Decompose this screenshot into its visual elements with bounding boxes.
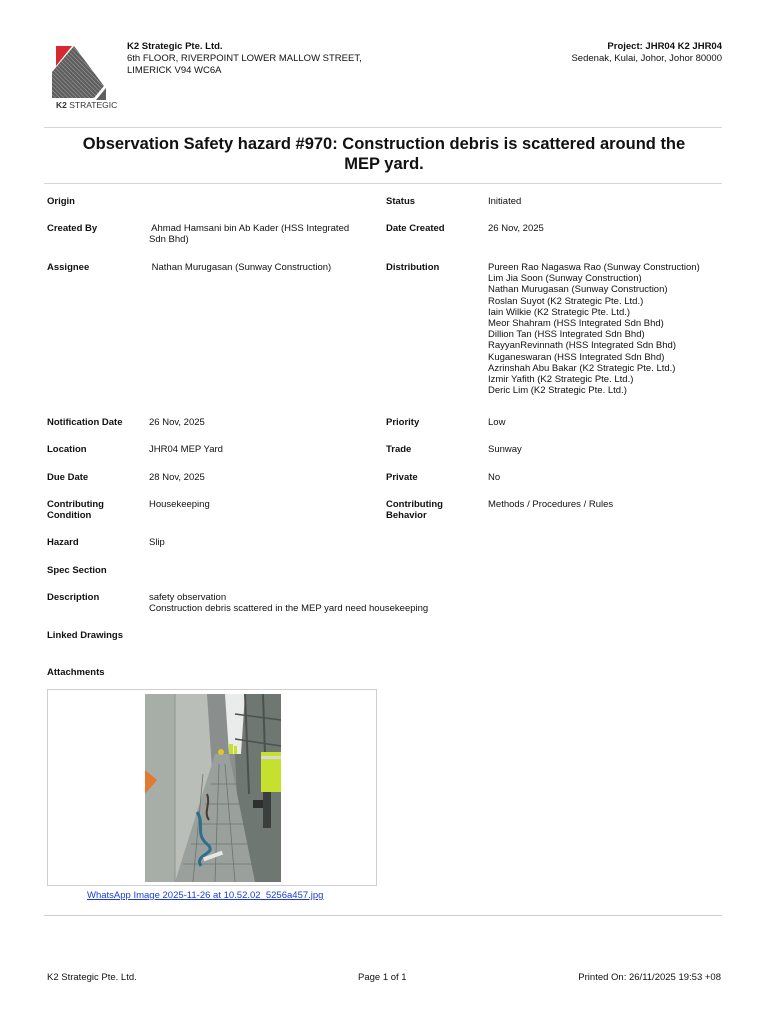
description-label: Description (47, 592, 100, 603)
assignee-label: Assignee (47, 262, 90, 273)
due-date-label: Due Date (47, 472, 89, 483)
title-divider (44, 183, 722, 184)
company-address-line-1: 6th FLOOR, RIVERPOINT LOWER MALLOW STREET, (127, 52, 362, 64)
attachment-filename-link[interactable]: WhatsApp Image 2025-11-26 at 10.52.02_5256a457.jpg (87, 890, 324, 901)
trade-value: Sunway (488, 444, 522, 455)
contributing-condition-value: Housekeeping (149, 499, 210, 510)
title-line-1: Observation Safety hazard #970: Construction debris is scattered around the (82, 135, 686, 153)
attachments-label: Attachments (47, 667, 105, 678)
description-value-line-2: Construction debris scattered in the MEP yard need housekeeping (149, 603, 429, 615)
distribution-item: Izmir Yafith (K2 Strategic Pte. Ltd.) (488, 374, 634, 386)
attachment-frame (47, 689, 377, 886)
company-address-line-2: LIMERICK V94 WC6A (127, 64, 222, 76)
logo-wordmark: K2 STRATEGIC (56, 100, 118, 110)
footer-printed-on: Printed On: 26/11/2025 19:53 +08 (578, 972, 721, 983)
origin-label: Origin (47, 196, 75, 207)
spec-section-label: Spec Section (47, 565, 107, 576)
location-label: Location (47, 444, 87, 455)
company-name: K2 Strategic Pte. Ltd. (127, 41, 223, 52)
attachment-photo-thumbnail[interactable] (145, 694, 281, 882)
contributing-condition-label (47, 499, 133, 521)
footer-page-number: Page 1 of 1 (358, 972, 407, 983)
distribution-item: Kuganeswaran (HSS Integrated Sdn Bhd) (488, 351, 665, 363)
distribution-item: Roslan Suyot (K2 Strategic Pte. Ltd.) (488, 295, 644, 307)
contributing-condition-label-line-1: Contributing (47, 499, 104, 510)
date-created-value: 26 Nov, 2025 (488, 223, 544, 234)
priority-label: Priority (386, 417, 420, 428)
distribution-item: Deric Lim (K2 Strategic Pte. Ltd.) (488, 385, 627, 397)
distribution-item: Dillion Tan (HSS Integrated Sdn Bhd) (488, 329, 645, 341)
header-divider (44, 127, 722, 128)
created-by-value-line-1: Ahmad Hamsani bin Ab Kader (HSS Integrated (149, 223, 350, 234)
status-label: Status (386, 196, 416, 207)
project-address: Sedenak, Kulai, Johor, Johor 80000 (571, 52, 722, 64)
description-value (149, 592, 469, 614)
distribution-item: Meor Shahram (HSS Integrated Sdn Bhd) (488, 318, 664, 330)
notification-date-value: 26 Nov, 2025 (149, 417, 205, 428)
distribution-label: Distribution (386, 262, 440, 273)
distribution-item: Iain Wilkie (K2 Strategic Pte. Ltd.) (488, 306, 631, 318)
due-date-value: 28 Nov, 2025 (149, 472, 205, 483)
date-created-label: Date Created (386, 223, 445, 234)
hazard-value: Slip (149, 537, 165, 548)
hazard-label: Hazard (47, 537, 79, 548)
private-value: No (488, 472, 501, 483)
distribution-item: Nathan Murugasan (Sunway Construction) (488, 284, 668, 296)
location-value: JHR04 MEP Yard (149, 444, 223, 455)
attachments-divider (44, 915, 722, 916)
page-header (46, 40, 722, 120)
project-title: Project: JHR04 K2 JHR04 (607, 41, 722, 52)
distribution-list (488, 262, 724, 396)
created-by-value (149, 223, 381, 245)
created-by-label: Created By (47, 223, 98, 234)
notification-date-label: Notification Date (47, 417, 123, 428)
status-value: Initiated (488, 196, 522, 207)
footer-company: K2 Strategic Pte. Ltd. (47, 972, 137, 983)
contributing-condition-label-line-2: Condition (47, 510, 92, 522)
distribution-item: Lim Jia Soon (Sunway Construction) (488, 273, 642, 285)
contributing-behavior-label-line-1: Contributing (386, 499, 443, 510)
contributing-behavior-label-line-2: Behavior (386, 510, 427, 522)
created-by-value-line-2: Sdn Bhd) (149, 234, 189, 246)
distribution-item: Azrinshah Abu Bakar (K2 Strategic Pte. Ltd.) (488, 362, 676, 374)
contributing-behavior-label (386, 499, 466, 521)
distribution-item: Pureen Rao Nagaswa Rao (Sunway Construction) (488, 262, 700, 273)
project-info (571, 41, 722, 65)
distribution-item: RayyanRevinnath (HSS Integrated Sdn Bhd) (488, 340, 676, 352)
company-info (127, 41, 417, 76)
trade-label: Trade (386, 444, 412, 455)
contributing-behavior-value: Methods / Procedures / Rules (488, 499, 614, 510)
private-label: Private (386, 472, 418, 483)
page-title (46, 134, 722, 174)
assignee-value: Nathan Murugasan (Sunway Construction) (149, 262, 332, 273)
description-value-line-1: safety observation (149, 592, 227, 603)
linked-drawings-label: Linked Drawings (47, 630, 124, 641)
priority-value: Low (488, 417, 506, 428)
title-line-2: MEP yard. (344, 155, 424, 173)
